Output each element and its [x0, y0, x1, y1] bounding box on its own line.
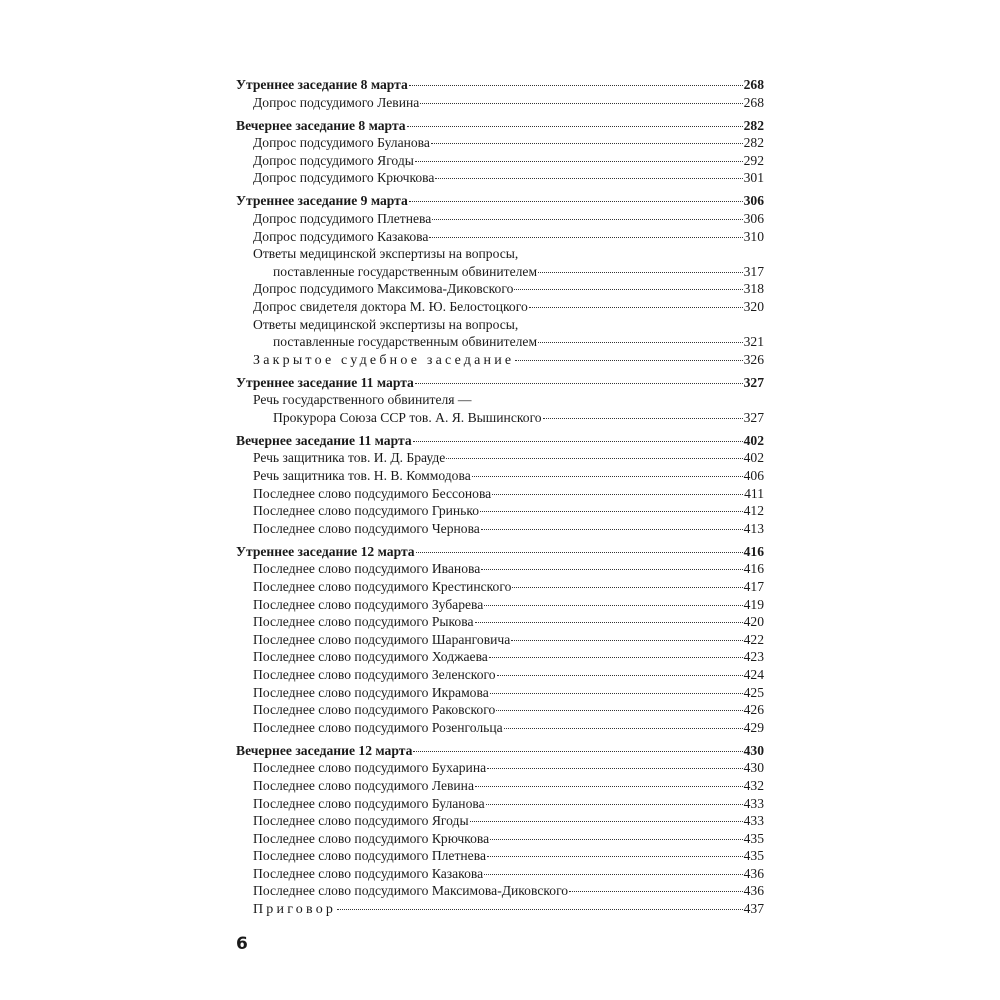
toc-entry[interactable] — [236, 94, 764, 112]
toc-entry[interactable] — [236, 631, 764, 649]
section-heading-title: Утреннее заседание 11 марта — [236, 374, 414, 390]
toc-entry[interactable] — [236, 882, 764, 900]
toc-section — [236, 192, 764, 368]
toc-entry[interactable] — [236, 409, 764, 427]
page-ref: 310 — [743, 228, 764, 244]
page-ref: 301 — [743, 170, 764, 186]
section-heading[interactable] — [236, 192, 764, 210]
toc-section — [236, 742, 764, 918]
dot-leader — [475, 621, 743, 623]
toc-entry-title: Допрос подсудимого Плетнева — [253, 210, 432, 226]
toc-entry[interactable] — [236, 298, 764, 316]
toc-entry-title: Допрос подсудимого Левина — [253, 94, 420, 110]
page-ref: 416 — [743, 561, 764, 577]
table-of-contents — [236, 76, 764, 918]
toc-entry[interactable] — [236, 719, 764, 737]
toc-entry[interactable] — [236, 847, 764, 865]
dot-leader — [409, 84, 743, 86]
toc-entry[interactable] — [236, 666, 764, 684]
toc-entry-title: Последнее слово подсудимого Крестинского — [253, 578, 512, 594]
toc-entry[interactable] — [236, 578, 764, 596]
toc-entry-title: Прокурора Союза ССР тов. А. Я. Вышинского — [273, 409, 542, 425]
dot-leader — [415, 160, 743, 162]
toc-entry[interactable] — [236, 449, 764, 467]
section-heading-title: Утреннее заседание 12 марта — [236, 543, 415, 559]
toc-section — [236, 76, 764, 111]
toc-entry[interactable] — [236, 210, 764, 228]
toc-entry-title: Допрос подсудимого Буланова — [253, 135, 430, 151]
toc-entry-title: Допрос подсудимого Казакова — [253, 228, 429, 244]
toc-entry-lead[interactable] — [236, 245, 764, 263]
toc-section — [236, 374, 764, 427]
toc-entry[interactable] — [236, 169, 764, 187]
dot-leader — [492, 493, 743, 495]
page-ref: 268 — [743, 77, 764, 92]
section-heading-title: Вечернее заседание 12 марта — [236, 742, 413, 758]
page-ref: 327 — [743, 374, 764, 390]
page-ref: 435 — [743, 848, 764, 864]
toc-entry-lead[interactable] — [236, 391, 764, 409]
toc-entry-title: Последнее слово подсудимого Раковского — [253, 702, 496, 718]
page-ref: 306 — [743, 193, 764, 209]
toc-entry-title: Последнее слово подсудимого Буланова — [253, 795, 485, 811]
page-ref: 317 — [743, 263, 764, 279]
toc-entry-title: Последнее слово подсудимого Ходжаева — [253, 649, 488, 665]
dot-leader — [446, 457, 742, 459]
page-ref: 292 — [743, 152, 764, 168]
toc-entry-title: Последнее слово подсудимого Иванова — [253, 561, 481, 577]
toc-entry-lead-title: Ответы медицинской экспертизы на вопросы, — [253, 316, 519, 332]
toc-entry-title: Последнее слово подсудимого Гринько — [253, 503, 480, 519]
toc-entry-title: Последнее слово подсудимого Плетнева — [253, 848, 486, 864]
toc-entry[interactable] — [236, 865, 764, 883]
toc-entry[interactable] — [236, 263, 764, 281]
dot-leader — [409, 200, 743, 202]
page-ref: 327 — [743, 409, 764, 425]
page-ref: 413 — [743, 520, 764, 536]
dot-leader — [514, 288, 742, 290]
dot-leader — [407, 125, 743, 127]
dot-leader — [496, 709, 742, 711]
page-ref: 430 — [743, 742, 764, 758]
toc-entry-title: Закрытое судебное заседание — [253, 352, 515, 368]
page-ref: 326 — [743, 351, 764, 367]
page-ref: 402 — [743, 432, 764, 448]
toc-entry[interactable] — [236, 900, 764, 918]
section-heading[interactable] — [236, 374, 764, 392]
page-ref: 430 — [743, 760, 764, 776]
toc-entry[interactable] — [236, 560, 764, 578]
page-ref: 423 — [743, 649, 764, 665]
dot-leader — [429, 236, 742, 238]
toc-entry[interactable] — [236, 701, 764, 719]
dot-leader — [475, 785, 743, 787]
page-ref: 433 — [743, 795, 764, 811]
page-ref: 411 — [744, 485, 764, 501]
toc-entry[interactable] — [236, 795, 764, 813]
section-heading[interactable] — [236, 543, 764, 561]
toc-entry-title: Последнее слово подсудимого Чернова — [253, 520, 480, 536]
dot-leader — [413, 440, 743, 442]
dot-leader — [484, 604, 742, 606]
page-ref: 433 — [743, 813, 764, 829]
toc-entry-lead[interactable] — [236, 316, 764, 334]
toc-entry-title: поставленные государственным обвинителем — [273, 263, 538, 279]
section-heading[interactable] — [236, 742, 764, 760]
page-ref: 429 — [743, 719, 764, 735]
toc-entry-title: Последнее слово подсудимого Рыкова — [253, 614, 474, 630]
dot-leader — [497, 674, 743, 676]
dot-leader — [435, 177, 742, 179]
dot-leader — [472, 475, 743, 477]
toc-entry[interactable] — [236, 228, 764, 246]
toc-entry-title: Допрос подсудимого Крючкова — [253, 170, 435, 186]
page-ref: 282 — [743, 135, 764, 151]
toc-entry-title: Речь защитника тов. Н. В. Коммодова — [253, 468, 471, 484]
page-ref: 321 — [743, 334, 764, 350]
page-ref: 416 — [743, 543, 764, 559]
toc-entry-title: поставленные государственным обвинителем — [273, 334, 538, 350]
toc-entry[interactable] — [236, 812, 764, 830]
toc-entry[interactable] — [236, 520, 764, 538]
page-ref: 419 — [743, 596, 764, 612]
toc-entry-title: Последнее слово подсудимого Крючкова — [253, 830, 490, 846]
dot-leader — [432, 218, 742, 220]
toc-entry-title: Последнее слово подсудимого Зубарева — [253, 596, 484, 612]
toc-entry[interactable] — [236, 777, 764, 795]
toc-entry-title: Последнее слово подсудимого Розенгольца — [253, 719, 503, 735]
page-ref: 306 — [743, 210, 764, 226]
dot-leader — [416, 551, 743, 553]
toc-entry-lead-title: Речь государственного обвинителя — — [253, 392, 472, 408]
dot-leader — [484, 873, 742, 875]
dot-leader — [489, 656, 743, 658]
dot-leader — [431, 142, 743, 144]
page-ref: 432 — [743, 777, 764, 793]
toc-entry[interactable] — [236, 152, 764, 170]
toc-entry[interactable] — [236, 648, 764, 666]
dot-leader — [413, 750, 742, 752]
section-heading-title: Утреннее заседание 9 марта — [236, 193, 408, 209]
dot-leader — [504, 727, 743, 729]
section-heading-title: Вечернее заседание 8 марта — [236, 117, 406, 133]
dot-leader — [529, 306, 743, 308]
page-ref: 318 — [743, 281, 764, 297]
dot-leader — [490, 838, 742, 840]
page-number: 6 — [236, 934, 248, 954]
toc-entry-lead-title: Ответы медицинской экспертизы на вопросы, — [253, 246, 519, 262]
dot-leader — [420, 102, 742, 104]
section-heading-title: Утреннее заседание 8 марта — [236, 77, 408, 92]
page-ref: 425 — [743, 684, 764, 700]
page-ref: 412 — [743, 503, 764, 519]
toc-entry-title: Последнее слово подсудимого Ягоды — [253, 813, 469, 829]
dot-leader — [337, 908, 742, 910]
toc-entry-title: Последнее слово подсудимого Зеленского — [253, 666, 496, 682]
toc-section — [236, 543, 764, 737]
toc-entry[interactable] — [236, 485, 764, 503]
toc-section — [236, 117, 764, 187]
dot-leader — [487, 855, 743, 857]
toc-entry[interactable] — [236, 759, 764, 777]
section-heading[interactable] — [236, 432, 764, 450]
page-ref: 420 — [743, 614, 764, 630]
toc-entry-title: Речь защитника тов. И. Д. Брауде — [253, 450, 446, 466]
page-ref: 282 — [743, 117, 764, 133]
toc-entry-title: Приговор — [253, 902, 337, 918]
toc-entry-title: Последнее слово подсудимого Казакова — [253, 865, 484, 881]
page-ref: 406 — [743, 468, 764, 484]
page-ref: 424 — [743, 666, 764, 682]
dot-leader — [486, 803, 743, 805]
toc-entry[interactable] — [236, 134, 764, 152]
page-ref: 436 — [743, 865, 764, 881]
page-ref: 437 — [743, 901, 764, 917]
page-ref: 402 — [743, 450, 764, 466]
dot-leader — [415, 382, 743, 384]
toc-entry-title: Последнее слово подсудимого Бухарина — [253, 760, 487, 776]
section-heading[interactable] — [236, 117, 764, 135]
toc-entry[interactable] — [236, 467, 764, 485]
toc-entry-title: Последнее слово подсудимого Шаранговича — [253, 631, 511, 647]
toc-entry[interactable] — [236, 351, 764, 369]
dot-leader — [515, 359, 742, 361]
toc-entry-title: Допрос подсудимого Ягоды — [253, 152, 414, 168]
page-ref: 435 — [743, 830, 764, 846]
toc-entry[interactable] — [236, 830, 764, 848]
page-ref: 422 — [743, 631, 764, 647]
dot-leader — [470, 820, 743, 822]
dot-leader — [480, 510, 743, 512]
dot-leader — [487, 767, 742, 769]
page-ref: 436 — [743, 883, 764, 899]
toc-section — [236, 432, 764, 538]
toc-entry[interactable] — [236, 684, 764, 702]
dot-leader — [512, 586, 742, 588]
toc-entry-title: Допрос свидетеля доктора М. Ю. Белостоцкого — [253, 298, 528, 314]
dot-leader — [569, 890, 743, 892]
toc-entry[interactable] — [236, 333, 764, 351]
dot-leader — [511, 639, 742, 641]
dot-leader — [481, 528, 743, 530]
toc-entry-title: Последнее слово подсудимого Икрамова — [253, 684, 489, 700]
dot-leader — [538, 341, 743, 343]
dot-leader — [490, 692, 743, 694]
toc-entry[interactable] — [236, 280, 764, 298]
toc-entry-title: Последнее слово подсудимого Бессонова — [253, 485, 492, 501]
section-heading-title: Вечернее заседание 11 марта — [236, 432, 412, 448]
page-ref: 417 — [743, 578, 764, 594]
dot-leader — [481, 568, 742, 570]
toc-entry-title: Последнее слово подсудимого Левина — [253, 777, 474, 793]
toc-entry-title: Допрос подсудимого Максимова-Диковского — [253, 281, 514, 297]
page-ref: 426 — [743, 702, 764, 718]
toc-entry-title: Последнее слово подсудимого Максимова-Диковского — [253, 883, 569, 899]
dot-leader — [543, 417, 743, 419]
toc-entry[interactable] — [236, 502, 764, 520]
toc-entry[interactable] — [236, 613, 764, 631]
toc-entry[interactable] — [236, 596, 764, 614]
page-ref: 268 — [743, 94, 764, 110]
section-heading[interactable] — [236, 76, 764, 94]
dot-leader — [538, 271, 743, 273]
page-ref: 320 — [743, 298, 764, 314]
